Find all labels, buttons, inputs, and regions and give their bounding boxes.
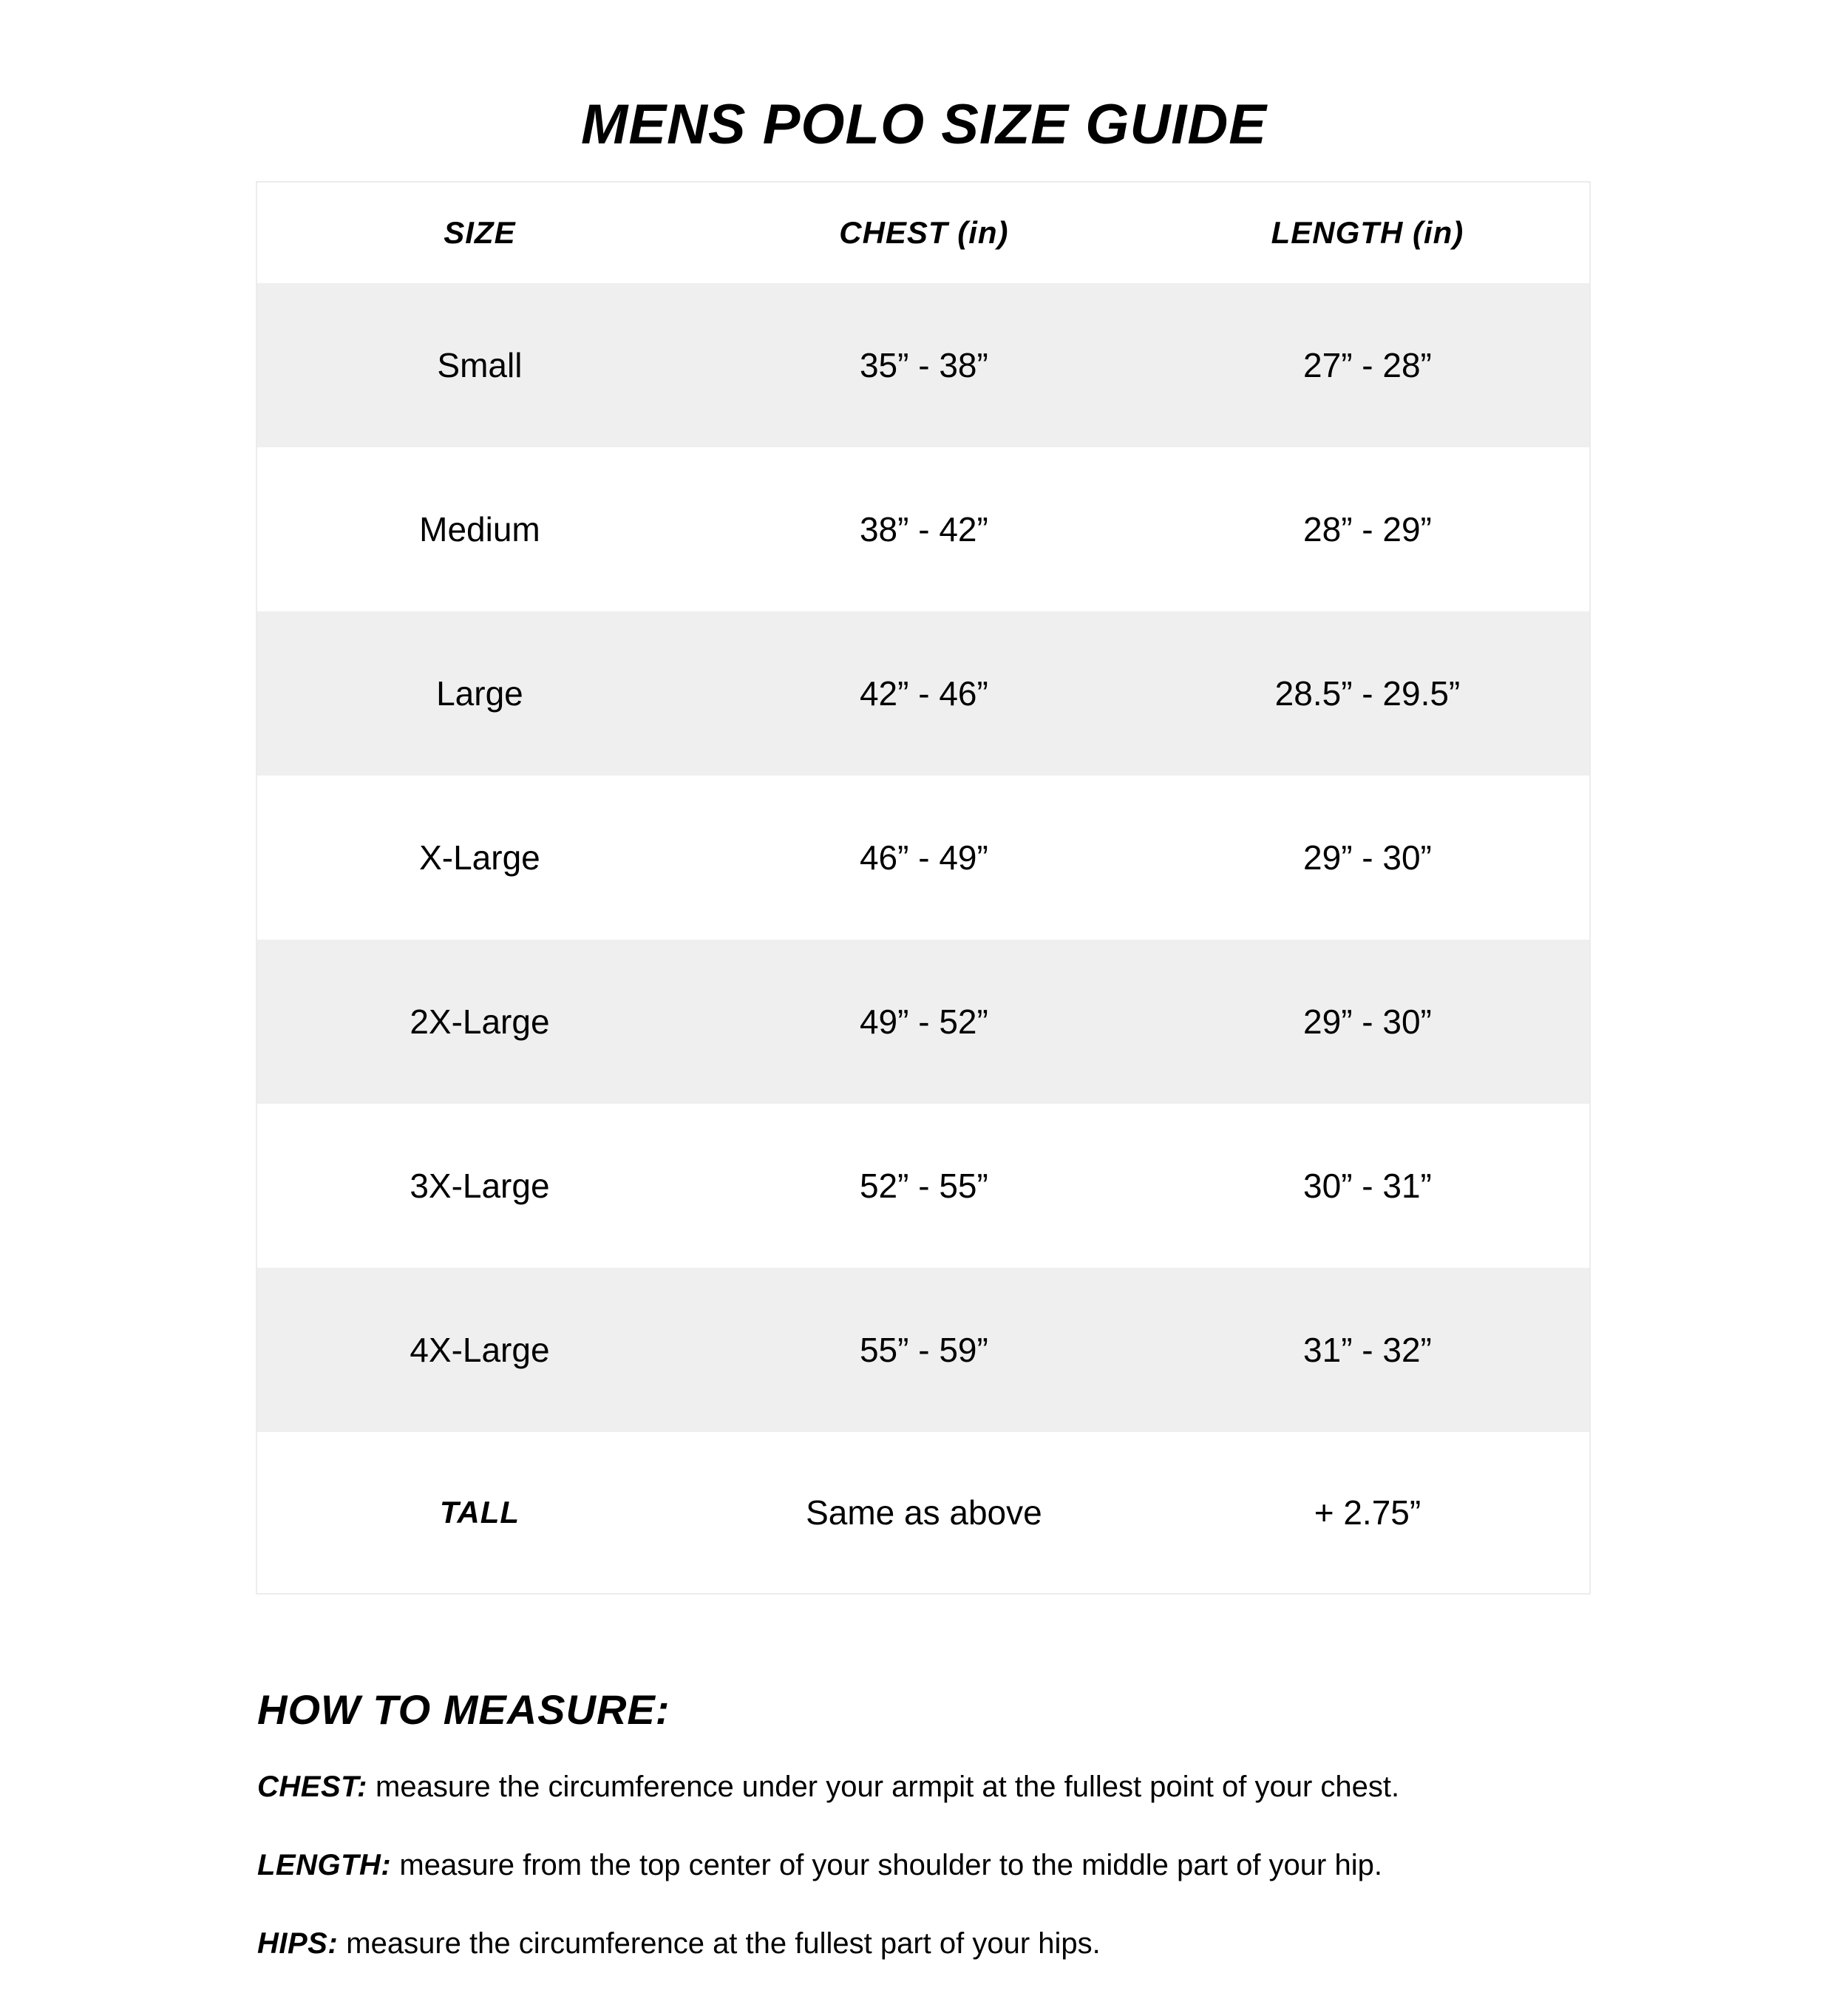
column-header-chest: CHEST (in) bbox=[702, 183, 1146, 283]
table-row bbox=[257, 447, 1589, 611]
table-body bbox=[257, 283, 1589, 1593]
cell-size-tall: TALL bbox=[257, 1432, 702, 1593]
cell-chest-tall: Same as above bbox=[702, 1432, 1146, 1593]
measure-text-length: measure from the top center of your shoulder to the middle part of your hip. bbox=[391, 1849, 1382, 1881]
how-to-measure-heading: HOW TO MEASURE: bbox=[257, 1686, 670, 1733]
cell-chest: 49” - 52” bbox=[702, 940, 1146, 1104]
table-header-row bbox=[257, 183, 1589, 283]
cell-chest: 35” - 38” bbox=[702, 283, 1146, 447]
measure-label-length: LENGTH: bbox=[257, 1849, 392, 1881]
cell-size: 4X-Large bbox=[257, 1268, 702, 1432]
measure-label-chest: CHEST: bbox=[257, 1771, 367, 1803]
page-title: MENS POLO SIZE GUIDE bbox=[581, 92, 1267, 156]
cell-size: Small bbox=[257, 283, 702, 447]
measure-item-length bbox=[257, 1850, 1662, 1880]
cell-chest: 46” - 49” bbox=[702, 775, 1146, 940]
table-row bbox=[257, 940, 1589, 1104]
cell-length: 29” - 30” bbox=[1146, 775, 1589, 940]
how-to-measure-section bbox=[257, 1686, 1662, 1960]
cell-chest: 42” - 46” bbox=[702, 611, 1146, 775]
table-row bbox=[257, 1268, 1589, 1432]
measure-item-chest bbox=[257, 1772, 1662, 1802]
measure-label-hips: HIPS: bbox=[257, 1927, 339, 1960]
cell-length: 30” - 31” bbox=[1146, 1104, 1589, 1268]
cell-length: 28.5” - 29.5” bbox=[1146, 611, 1589, 775]
table-row bbox=[257, 283, 1589, 447]
column-header-length: LENGTH (in) bbox=[1146, 183, 1589, 283]
measure-text-chest: measure the circumference under your armpit at the fullest point of your chest. bbox=[367, 1771, 1400, 1803]
table-row bbox=[257, 775, 1589, 940]
cell-size: Large bbox=[257, 611, 702, 775]
table-header bbox=[257, 183, 1589, 283]
cell-length: 31” - 32” bbox=[1146, 1268, 1589, 1432]
table-row bbox=[257, 611, 1589, 775]
cell-chest: 38” - 42” bbox=[702, 447, 1146, 611]
measure-item-hips bbox=[257, 1929, 1662, 1958]
cell-length-tall: + 2.75” bbox=[1146, 1432, 1589, 1593]
table-row-tall bbox=[257, 1432, 1589, 1593]
cell-chest: 52” - 55” bbox=[702, 1104, 1146, 1268]
column-header-size: SIZE bbox=[257, 183, 702, 283]
cell-size: 2X-Large bbox=[257, 940, 702, 1104]
cell-length: 29” - 30” bbox=[1146, 940, 1589, 1104]
cell-chest: 55” - 59” bbox=[702, 1268, 1146, 1432]
cell-length: 28” - 29” bbox=[1146, 447, 1589, 611]
cell-length: 27” - 28” bbox=[1146, 283, 1589, 447]
table-row bbox=[257, 1104, 1589, 1268]
cell-size: 3X-Large bbox=[257, 1104, 702, 1268]
cell-size: X-Large bbox=[257, 775, 702, 940]
cell-size: Medium bbox=[257, 447, 702, 611]
measure-text-hips: measure the circumference at the fullest part of your hips. bbox=[338, 1927, 1101, 1960]
size-chart-table bbox=[256, 181, 1591, 1595]
